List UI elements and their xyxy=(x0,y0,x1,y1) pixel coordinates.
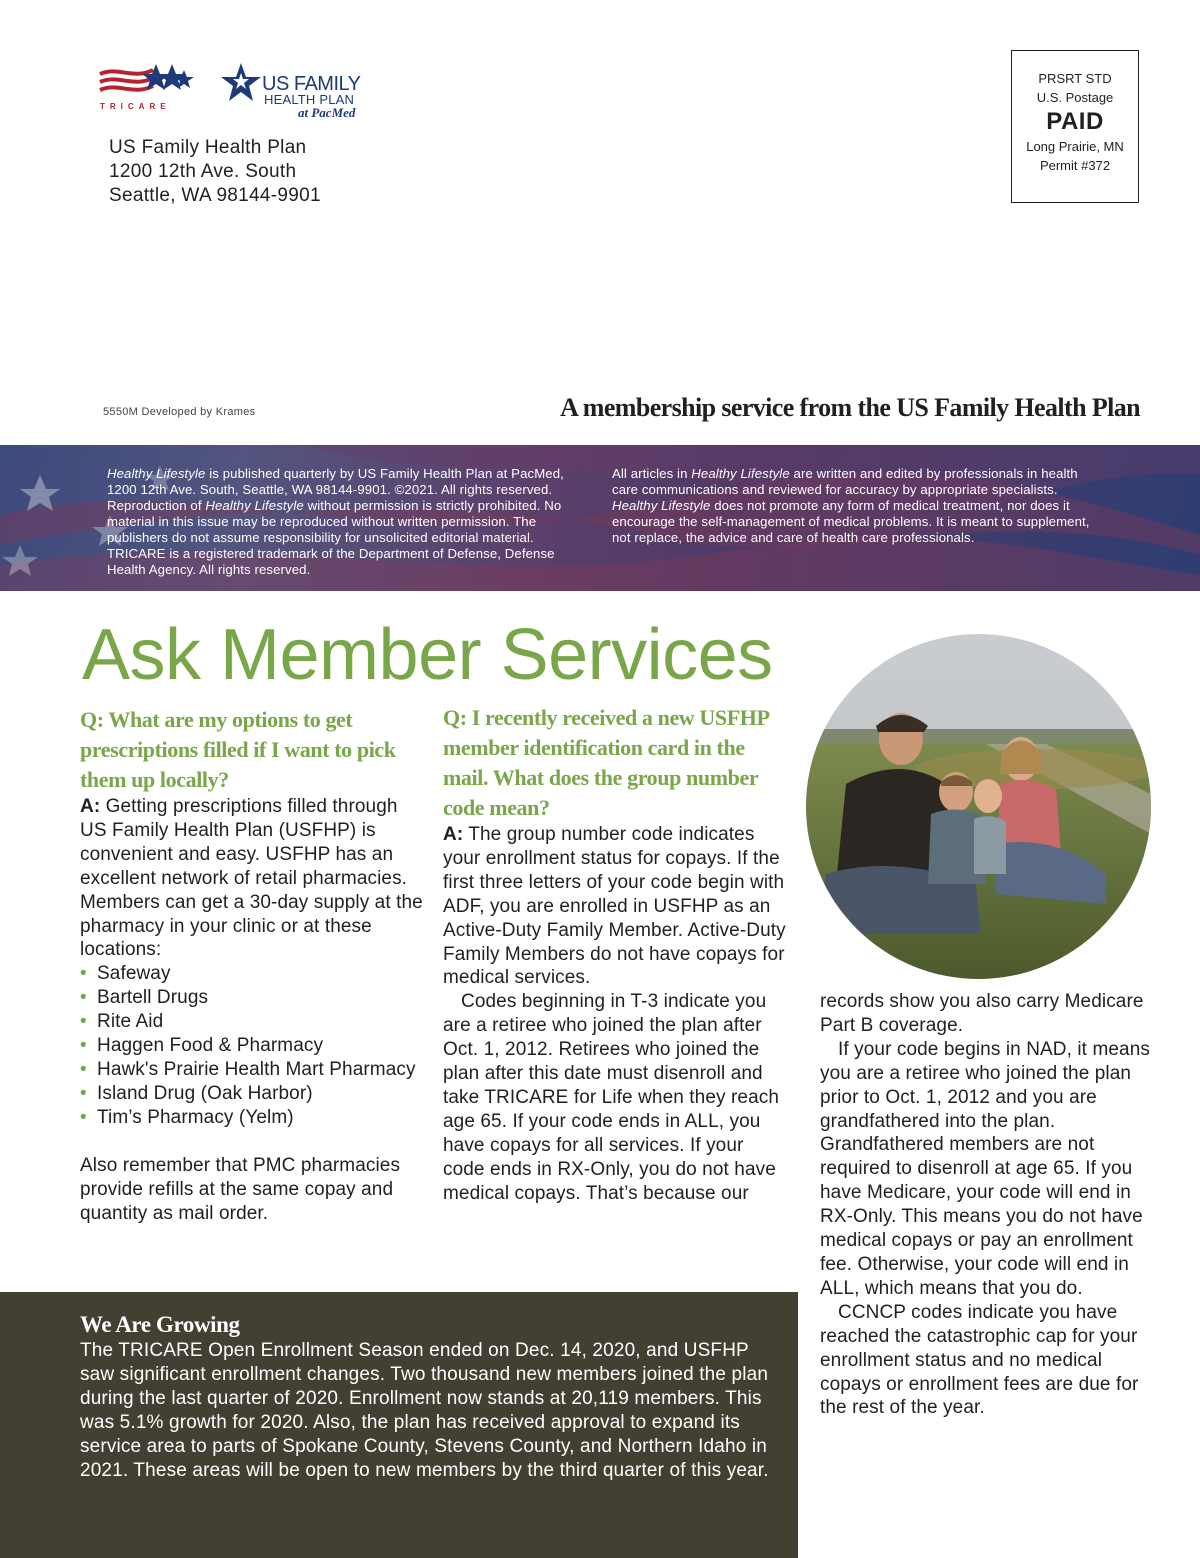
list-item: • Rite Aid xyxy=(80,1010,425,1034)
disclaimer-text: are written and edited by professionals in health care communications and reviewed for accuracy by appropriate specialists. xyxy=(612,466,1078,497)
usfhp-logo-line1: US FAMILY xyxy=(262,73,361,95)
tagline: A membership service from the US Family Health Plan xyxy=(560,393,1140,422)
postage-line: U.S. Postage xyxy=(1036,90,1114,105)
answer-2-paragraph: If your code begins in NAD, it means you are a retiree who joined the plan prior to Oct. 1, 2012 and you are grandfathered into the plan. Grandfathered members are not required to disenroll at age 65. If you have Medicare, your code will end in RX-Only. This means you do not have medical copays or pay an enrollment fee. Otherwise, your code will end in ALL, which means that you do. xyxy=(820,1038,1150,1299)
star-icon xyxy=(220,62,262,104)
return-address-line: Seattle, WA 98144-9901 xyxy=(109,185,321,206)
page-title: Ask Member Services xyxy=(82,615,773,695)
publication-name: Healthy Lifestyle xyxy=(691,466,790,481)
return-address-line: US Family Health Plan xyxy=(109,137,307,158)
family-photo-image xyxy=(806,634,1151,979)
banner-disclaimer xyxy=(612,466,1092,546)
tricare-wordmark: TRICARE xyxy=(100,102,171,111)
list-item: • Island Drug (Oak Harbor) xyxy=(80,1082,425,1106)
banner-publishing-notice xyxy=(107,466,592,578)
tricare-logo xyxy=(98,60,203,115)
answer-1-body: Getting prescriptions filled through US Family Health Plan (USFHP) is convenient and easy. USFHP has an excellent network of retail pharmacies. Members can get a 30-day supply at the pharmacy in your clinic or at these locations: xyxy=(80,796,423,961)
publication-name: Healthy Lifestyle xyxy=(205,498,304,513)
postage-paid: PAID xyxy=(1046,108,1104,135)
postage-line: Long Prairie, MN xyxy=(1026,139,1124,154)
list-item: • Bartell Drugs xyxy=(80,986,425,1010)
disclaimer-text: All articles in xyxy=(612,466,692,481)
answer-2-paragraph: Codes beginning in T-3 indicate you are a retiree who joined the plan after Oct. 1, 2012. Retirees who joined the plan after this date must disenroll and take TRICARE for Life when they reach age 65. If your code ends in ALL, you have copays for all services. If your code ends in RX-Only, you do not have medical copays. That’s because our xyxy=(443,991,780,1204)
question-2-continued-column xyxy=(820,990,1150,1420)
logo-area xyxy=(98,60,378,130)
answer-2-text xyxy=(443,823,788,990)
notice-text: without permission is strictly prohibited. No material in this issue may be reproduced without written permission. The publishers do not assume responsibility for unsolicited editorial material. TRICARE is a registered trademark of the Department of Defense, Defense Health Agency. All rights reserved. xyxy=(107,498,562,577)
family-photo xyxy=(806,634,1151,979)
answer-1-closing: Also remember that PMC pharmacies provide refills at the same copay and quantity as mail order. xyxy=(80,1154,401,1224)
return-address xyxy=(109,136,321,208)
usfhp-logo xyxy=(220,60,380,125)
growing-title: We Are Growing xyxy=(80,1312,240,1337)
pharmacy-list xyxy=(80,962,425,1129)
postage-line: Permit #372 xyxy=(1039,158,1111,173)
disclaimer-text: does not promote any form of medical treatment, nor does it encourage the self-management of medical problems. It is meant to supplement, not replace, the advice and care of health care professionals. xyxy=(612,498,1090,545)
answer-2-paragraph: CCNCP codes indicate you have reached the catastrophic cap for your enrollment status and no medical copays or enrollment fees are due for the rest of the year. xyxy=(820,1301,1139,1419)
tricare-flag-icon xyxy=(98,60,198,102)
postage-indicia xyxy=(1011,50,1139,203)
question-2-heading: Q: I recently received a new USFHP member identification card in the mail. What does the group number code mean? xyxy=(443,705,769,820)
return-address-line: 1200 12th Ave. South xyxy=(109,161,297,182)
publication-name: Healthy Lifestyle xyxy=(107,466,206,481)
question-2-column xyxy=(443,703,788,1206)
question-1-column xyxy=(80,705,425,1225)
postage-line: PRSRT STD xyxy=(1038,71,1112,86)
list-item: • Haggen Food & Pharmacy xyxy=(80,1034,425,1058)
answer-1-text xyxy=(80,795,425,962)
footer-code: 5550M Developed by Krames xyxy=(103,406,256,418)
notice-text: is published quarterly by US Family Health Plan at PacMed, 1200 12th Ave. South, Seattle, WA 98144-9901. ©2021. All rights reserved. Reproduction of xyxy=(107,466,564,513)
list-item: • Safeway xyxy=(80,962,425,986)
answer-2-body: The group number code indicates your enrollment status for copays. If the first three letters of your code begin with ADF, you are enrolled in USFHP as an Active-Duty Family Member. Active-Duty Family Members do not have copays for medical services. xyxy=(443,824,786,989)
answer-2-continued: records show you also carry Medicare Part B coverage. xyxy=(820,991,1144,1036)
we-are-growing-box xyxy=(0,1292,798,1558)
growing-text: The TRICARE Open Enrollment Season ended on Dec. 14, 2020, and USFHP saw significant enrollment changes. Two thousand new members joined the plan during the last quarter of 2020. Enrollment now stands at 20,119 members. This was 5.1% growth for 2020. Also, the plan has received approval to expand its service area to parts of Spokane County, Stevens County, and Northern Idaho in 2021. These areas will be open to new members by the third quarter of this year. xyxy=(80,1340,769,1481)
list-item: • Hawk's Prairie Health Mart Pharmacy xyxy=(80,1058,425,1082)
answer-label: A: xyxy=(80,796,101,817)
answer-label: A: xyxy=(443,824,464,845)
flag-banner xyxy=(0,445,1200,591)
usfhp-logo-line2: HEALTH PLAN xyxy=(264,92,355,107)
question-1-heading: Q: What are my options to get prescriptions filled if I want to pick them up locally? xyxy=(80,707,396,792)
usfhp-logo-line3: at PacMed xyxy=(298,105,356,120)
list-item: • Tim’s Pharmacy (Yelm) xyxy=(80,1106,425,1130)
publication-name: Healthy Lifestyle xyxy=(612,498,711,513)
